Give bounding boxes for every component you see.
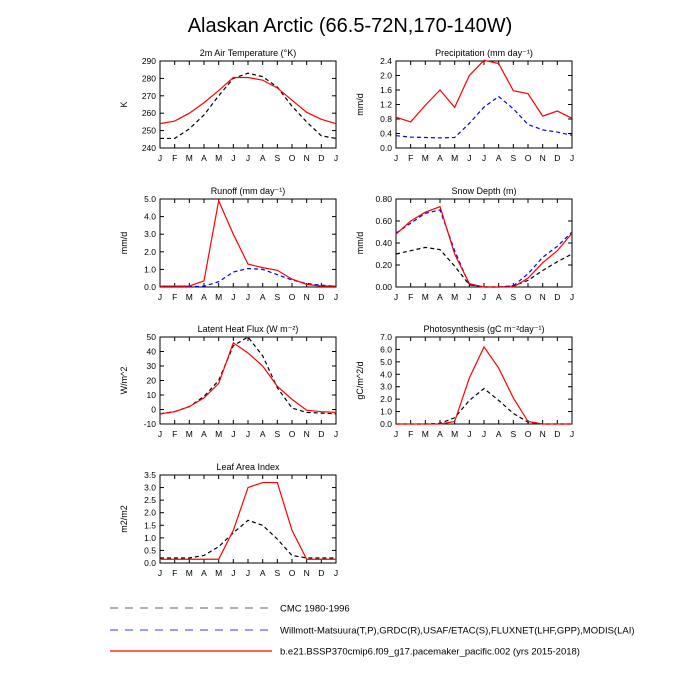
x-tick-label: J [467, 153, 472, 163]
legend-entry [110, 626, 635, 637]
y-tick-label: 2.4 [380, 56, 392, 66]
x-tick-label: J [157, 429, 163, 439]
x-tick-label: A [495, 153, 502, 163]
x-tick-label: M [421, 429, 429, 439]
x-tick-label: A [437, 292, 443, 302]
x-tick-label: N [539, 292, 546, 302]
y-tick-label: 5.0 [144, 194, 156, 204]
x-tick-label: D [554, 153, 561, 163]
y-tick-label: 0.5 [144, 545, 156, 556]
series-line [396, 210, 572, 287]
x-tick-label: J [569, 292, 575, 302]
legend-entry [110, 647, 580, 658]
y-tick-label: 3.0 [144, 482, 156, 493]
y-axis-label: W/m^2 [119, 366, 129, 395]
y-axis-label: m2/m2 [119, 505, 129, 533]
y-tick-label: 6.0 [380, 344, 392, 355]
x-tick-label: F [408, 429, 414, 439]
x-tick-label: A [437, 153, 443, 163]
series-line [160, 520, 336, 558]
x-tick-label: A [201, 292, 207, 302]
x-tick-label: J [481, 429, 487, 439]
x-tick-label: J [157, 292, 163, 302]
x-tick-label: J [231, 568, 236, 578]
y-tick-label: 0.4 [380, 128, 392, 139]
x-tick-label: A [259, 153, 266, 163]
x-tick-label: A [495, 292, 502, 302]
legend-entry [110, 604, 350, 615]
plot-frame [160, 199, 336, 287]
legend-label: Willmott-Matsuura(T,P),GRDC(R),USAF/ETAC(S),FLUXNET(LHF,GPP),MODIS(LAI) [280, 625, 635, 637]
panel-title: 2m Air Temperature (°K) [199, 48, 297, 58]
x-tick-label: M [215, 429, 223, 439]
x-tick-label: O [524, 292, 532, 302]
x-tick-label: S [274, 429, 281, 439]
x-tick-label: O [524, 153, 532, 163]
x-tick-label: J [467, 429, 472, 439]
x-tick-label: D [318, 429, 325, 439]
x-tick-label: A [259, 292, 266, 302]
x-tick-label: S [274, 153, 281, 163]
page-title: Alaskan Arctic (66.5-72N,170-140W) [187, 15, 513, 37]
x-tick-label: A [259, 568, 266, 578]
x-tick-label: N [303, 292, 310, 302]
x-tick-label: D [554, 429, 561, 439]
y-tick-label: 50 [146, 332, 156, 342]
plot-frame [396, 199, 572, 287]
y-tick-label: -10 [143, 419, 156, 429]
x-tick-label: J [569, 429, 575, 439]
x-tick-label: A [201, 153, 207, 163]
x-tick-label: F [172, 429, 178, 439]
x-tick-label: J [393, 153, 399, 163]
series-line [160, 73, 336, 138]
x-tick-label: J [467, 292, 472, 302]
series-line [396, 207, 572, 287]
y-tick-label: 2.5 [144, 495, 156, 506]
chart-panels [119, 48, 574, 578]
x-tick-label: F [172, 153, 178, 163]
y-tick-label: 5.0 [380, 356, 392, 367]
x-tick-label: N [303, 153, 310, 163]
x-tick-label: J [481, 153, 487, 163]
y-tick-label: 1.6 [380, 85, 392, 95]
x-tick-label: M [185, 568, 193, 578]
chart-panel-5 [119, 324, 338, 439]
y-tick-label: 40 [146, 346, 156, 357]
y-tick-label: 1.0 [144, 532, 156, 543]
y-axis-label: K [119, 101, 129, 108]
chart-panel-7 [119, 462, 338, 578]
x-tick-label: J [333, 153, 339, 163]
x-tick-label: N [539, 429, 546, 439]
y-tick-label: 0.80 [375, 194, 392, 204]
chart-panel-6 [355, 324, 574, 439]
panel-title: Runoff (mm day⁻¹) [210, 186, 286, 196]
x-tick-label: A [437, 429, 443, 439]
x-tick-label: J [245, 568, 251, 578]
x-tick-label: A [201, 568, 207, 578]
x-tick-label: J [157, 568, 163, 578]
chart-panel-3 [119, 186, 338, 302]
x-tick-label: J [393, 292, 399, 302]
x-tick-label: F [408, 292, 414, 302]
x-tick-label: F [172, 568, 178, 578]
plot-frame [396, 61, 572, 148]
y-tick-label: 30 [146, 361, 156, 371]
x-tick-label: S [274, 568, 281, 578]
x-tick-label: S [510, 153, 517, 163]
y-tick-label: 0.60 [375, 216, 392, 226]
x-tick-label: F [408, 153, 414, 163]
x-tick-label: O [288, 429, 296, 439]
x-tick-label: M [215, 153, 223, 163]
y-tick-label: 0 [151, 404, 156, 415]
x-tick-label: N [303, 429, 310, 439]
y-tick-label: 3.5 [144, 470, 156, 480]
x-tick-label: O [524, 429, 532, 439]
y-axis-label: mm/d [119, 231, 129, 255]
series-line [160, 337, 336, 414]
y-tick-label: 1.5 [144, 520, 156, 531]
y-tick-label: 290 [141, 56, 156, 66]
series-line [396, 60, 572, 122]
x-tick-label: J [231, 429, 236, 439]
chart-panel-4 [355, 186, 574, 302]
y-tick-label: 1.0 [380, 406, 392, 417]
y-tick-label: 270 [141, 90, 156, 101]
x-tick-label: N [303, 568, 310, 578]
series-line [396, 347, 572, 424]
y-tick-label: 250 [141, 125, 156, 136]
series-line [396, 389, 572, 424]
y-tick-label: 240 [141, 143, 156, 153]
y-tick-label: 0.20 [375, 260, 392, 270]
y-tick-label: 7.0 [380, 332, 392, 342]
x-tick-label: A [259, 429, 266, 439]
y-tick-label: 0.0 [144, 282, 156, 292]
x-tick-label: M [215, 292, 223, 302]
panel-title: Snow Depth (m) [451, 186, 517, 196]
y-axis-label: mm/d [355, 93, 365, 116]
x-tick-label: J [333, 568, 339, 578]
x-tick-label: S [510, 292, 517, 302]
y-tick-label: 0.8 [380, 114, 392, 124]
y-tick-label: 2.0 [144, 507, 156, 518]
series-line [396, 247, 572, 287]
chart-panel-2 [355, 48, 574, 163]
y-tick-label: 3.0 [144, 229, 156, 240]
panel-title: Precipitation (mm day⁻¹) [435, 48, 533, 58]
y-tick-label: 0.40 [375, 238, 392, 248]
x-tick-label: S [274, 292, 281, 302]
x-tick-label: M [421, 292, 429, 302]
y-tick-label: 280 [141, 73, 156, 84]
x-tick-label: J [393, 429, 399, 439]
x-tick-label: J [157, 153, 163, 163]
panel-title: Photosynthesis (gC m⁻²day⁻¹) [423, 324, 545, 334]
x-tick-label: S [510, 429, 517, 439]
x-tick-label: F [172, 292, 178, 302]
x-tick-label: A [201, 429, 207, 439]
series-line [160, 78, 336, 124]
y-tick-label: 0.00 [375, 282, 392, 292]
legend-label: CMC 1980-1996 [280, 603, 350, 615]
plot-frame [396, 337, 572, 424]
y-tick-label: 1.0 [144, 264, 156, 275]
panel-title: Latent Heat Flux (W m⁻²) [197, 324, 299, 334]
x-tick-label: D [554, 292, 561, 302]
panel-title: Leaf Area Index [216, 462, 280, 472]
x-tick-label: M [451, 429, 459, 439]
chart-panel-1 [119, 48, 338, 163]
series-line [160, 343, 336, 414]
legend [110, 604, 635, 658]
y-tick-label: 0.0 [380, 419, 392, 429]
x-tick-label: M [185, 429, 193, 439]
x-tick-label: D [318, 153, 325, 163]
x-tick-label: J [231, 153, 236, 163]
x-tick-label: O [288, 568, 296, 578]
x-tick-label: D [318, 292, 325, 302]
y-axis-label: gC/m^2/d [355, 361, 365, 400]
x-tick-label: J [333, 292, 339, 302]
x-tick-label: O [288, 153, 296, 163]
x-tick-label: M [185, 292, 193, 302]
x-tick-label: N [539, 153, 546, 163]
y-tick-label: 2.0 [380, 394, 392, 405]
x-tick-label: J [231, 292, 236, 302]
x-tick-label: J [245, 153, 251, 163]
legend-label: b.e21.BSSP370cmip6.f09_g17.pacemaker_pacific.002 (yrs 2015-2018) [280, 646, 580, 658]
y-tick-label: 10 [146, 390, 156, 400]
series-line [160, 201, 336, 286]
y-axis-label: mm/d [355, 231, 365, 255]
x-tick-label: M [451, 292, 459, 302]
y-tick-label: 260 [141, 108, 156, 119]
y-tick-label: 2.0 [380, 70, 392, 81]
x-tick-label: J [481, 292, 487, 302]
x-tick-label: O [288, 292, 296, 302]
series-line [396, 97, 572, 138]
x-tick-label: M [215, 568, 223, 578]
x-tick-label: J [569, 153, 575, 163]
x-tick-label: M [185, 153, 193, 163]
x-tick-label: A [495, 429, 502, 439]
y-tick-label: 1.2 [380, 99, 392, 110]
y-tick-label: 20 [146, 375, 156, 386]
x-tick-label: M [421, 153, 429, 163]
y-tick-label: 2.0 [144, 246, 156, 257]
y-tick-label: 0.0 [380, 143, 392, 153]
x-tick-label: J [245, 292, 251, 302]
y-tick-label: 4.0 [144, 211, 156, 222]
y-tick-label: 4.0 [380, 369, 392, 380]
x-tick-label: J [333, 429, 339, 439]
x-tick-label: D [318, 568, 325, 578]
y-tick-label: 3.0 [380, 381, 392, 392]
y-tick-label: 0.0 [144, 558, 156, 568]
x-tick-label: J [245, 429, 251, 439]
plot-frame [160, 61, 336, 148]
x-tick-label: M [451, 153, 459, 163]
